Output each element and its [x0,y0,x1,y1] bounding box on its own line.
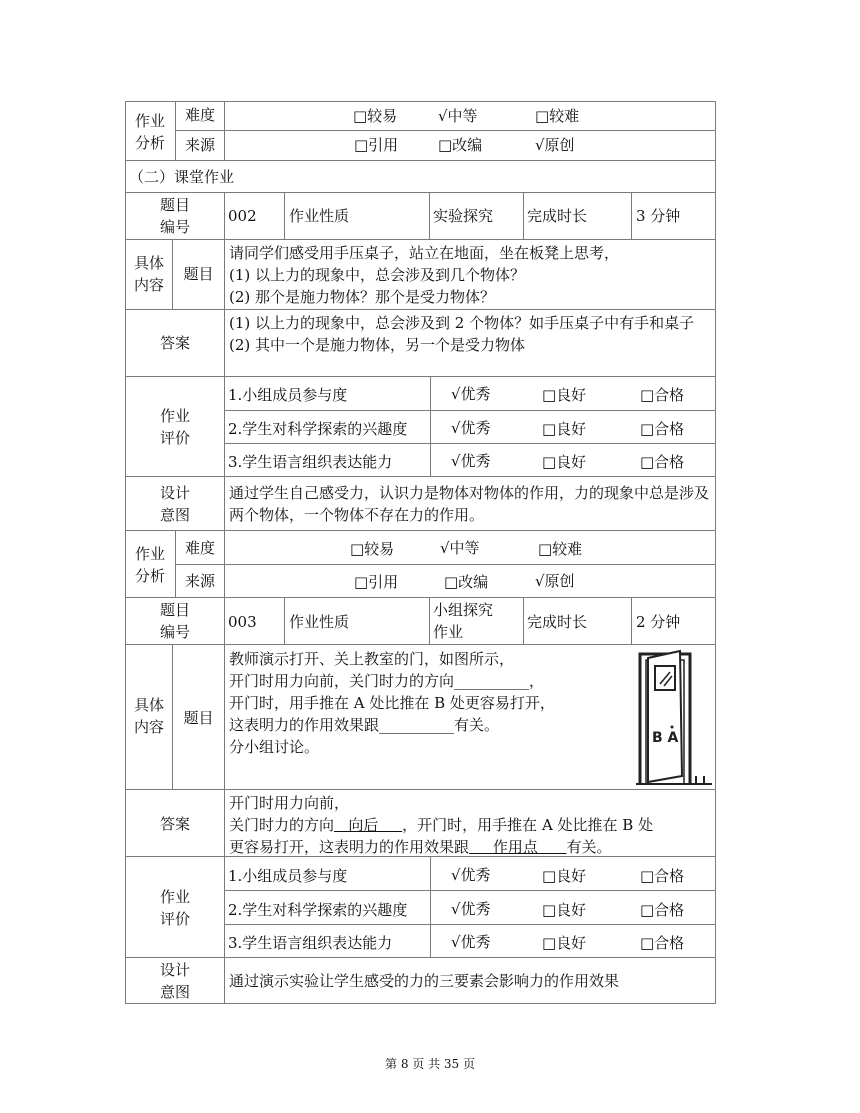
q3-answer-line-2 [229,814,653,836]
q3-answer-3a: 更容易打开，这表明力的作用效果跟 [229,838,470,856]
q2-eval-item-3: 3.学生语言组织表达能力 [228,453,393,471]
q3-eval-2-good[interactable]: □良好 [542,901,587,919]
door-points-label: B A [652,730,679,746]
q2-eval-1-pass[interactable]: □合格 [640,386,685,404]
q2-num: 002 [228,207,257,225]
q2-eval-3-excellent[interactable]: √优秀 [451,452,491,470]
source-adapted[interactable]: □改编 [438,136,483,154]
q3-eval-1-good[interactable]: □良好 [542,867,587,885]
source-original[interactable]: √原创 [535,136,575,154]
divider [175,564,716,565]
q3-answer-line-3 [229,836,611,858]
q2-eval-2-good[interactable]: □良好 [542,420,587,438]
difficulty-label: 难度 [184,106,215,124]
q2-eval-3-pass[interactable]: □合格 [640,453,685,471]
q2-topic-label: 题目 [183,265,214,283]
q3-eval-1-pass[interactable]: □合格 [640,867,685,885]
q3-eval-2-pass[interactable]: □合格 [640,901,685,919]
difficulty-hard[interactable]: □较难 [535,107,580,125]
q2-content-label: 具体 内容 [133,254,164,294]
q3-eval-label: 作业 评价 [159,888,190,928]
q2-time-label: 完成时长 [527,207,588,225]
q2-eval-label: 作业 评价 [159,407,190,447]
q2-answer-label: 答案 [159,334,190,352]
q2-eval-1-good[interactable]: □良好 [542,386,587,404]
q2-nature: 实验探究 [433,207,494,225]
q2-eval-2-pass[interactable]: □合格 [640,420,685,438]
divider [430,410,716,411]
q3-topic-label: 题目 [183,709,214,727]
source2-label: 来源 [184,572,215,590]
source-label: 来源 [184,136,215,154]
q2-question: 请同学们感受用手压桌子，站立在地面，坐在板凳上思考， (1) 以上力的现象中，总会涉及到几个物体？ (2) 那个是施力物体？那个是受力物体？ [229,244,620,306]
q2-num-label: 题目 编号 [159,196,190,236]
q2-design: 通过学生自己感受力，认识力是物体对物体的作用，力的现象中总是涉及两个物体，一个物体不存在力的作用。 [229,484,710,524]
q2-eval-item-1: 1.小组成员参与度 [228,386,348,404]
q3-answer-blank-2: 作用点 [469,838,567,856]
q3-eval-3-excellent[interactable]: √优秀 [451,933,491,951]
difficulty2-medium[interactable]: √中等 [440,539,480,557]
q3-question-line-5: 分小组讨论。 [229,738,320,756]
q2-design-label: 设计 意图 [159,484,190,524]
q3-eval-3-good[interactable]: □良好 [542,934,587,952]
q3-question-line-1: 教师演示打开、关上教室的门，如图所示， [229,650,515,668]
difficulty2-hard[interactable]: □较难 [538,540,583,558]
q3-design: 通过演示实验让学生感受的力的三要素会影响力的作用效果 [229,972,620,990]
door-illustration [636,648,712,786]
analysis2-label: 作业 分析 [134,545,165,585]
difficulty-easy[interactable]: □较易 [353,107,398,125]
source2-adapted[interactable]: □改编 [444,573,489,591]
q3-time-label: 完成时长 [527,613,588,631]
q3-num-label: 题目 编号 [159,601,190,641]
q3-design-label: 设计 意图 [159,961,190,1001]
q3-num: 003 [228,613,257,631]
q3-question-line-2: 开门时用力向前，关门时力的方向__________， [229,672,545,690]
q3-eval-1-excellent[interactable]: √优秀 [451,866,491,884]
difficulty-medium[interactable]: √中等 [438,107,478,125]
q3-answer-line-1: 开门时用力向前， [229,794,350,812]
q2-eval-item-2: 2.学生对科学探索的兴趣度 [228,420,408,438]
q3-answer-2a: 关门时力的方向 [229,816,335,834]
q3-content-label: 具体 内容 [133,696,164,736]
q3-answer-blank-1: 向后 [334,816,403,834]
q3-nature: 小组探究 作业 [433,601,494,641]
q2-eval-1-excellent[interactable]: √优秀 [451,385,491,403]
source2-original[interactable]: √原创 [535,572,575,590]
q2-answer: (1) 以上力的现象中，总会涉及到 2 个物体？如手压桌子中有手和桌子 (2) 其中一个是施力物体，另一个是受力物体 [229,314,695,354]
difficulty2-easy[interactable]: □较易 [350,540,395,558]
source2-cited[interactable]: □引用 [354,573,399,591]
divider [224,130,716,131]
q3-answer-3c: 有关。 [566,838,612,856]
q3-question-line-4: 这表明力的作用效果跟__________有关。 [229,716,500,734]
source-cited[interactable]: □引用 [354,136,399,154]
q3-answer-2c: ，开门时，用手推在 A 处比推在 B 处 [402,816,654,834]
q3-answer-label: 答案 [159,815,190,833]
q3-nature-label: 作业性质 [289,613,350,631]
q3-eval-2-excellent[interactable]: √优秀 [451,900,491,918]
q3-eval-item-2: 2.学生对科学探索的兴趣度 [228,901,408,919]
q3-eval-item-3: 3.学生语言组织表达能力 [228,934,393,952]
q2-nature-label: 作业性质 [289,207,350,225]
q2-eval-2-excellent[interactable]: √优秀 [451,419,491,437]
q2-time: 3 分钟 [636,207,681,225]
analysis-label: 作业 分析 [134,112,165,152]
q3-question-line-3: 开门时，用手推在 A 处比推在 B 处更容易打开， [229,694,555,712]
section-title: （二）课堂作业 [129,168,235,186]
q2-eval-3-good[interactable]: □良好 [542,453,587,471]
q3-eval-3-pass[interactable]: □合格 [640,934,685,952]
q3-eval-item-1: 1.小组成员参与度 [228,867,348,885]
page-footer: 第 8 页 共 35 页 [385,1057,475,1071]
q3-time: 2 分钟 [636,613,681,631]
difficulty2-label: 难度 [184,539,215,557]
